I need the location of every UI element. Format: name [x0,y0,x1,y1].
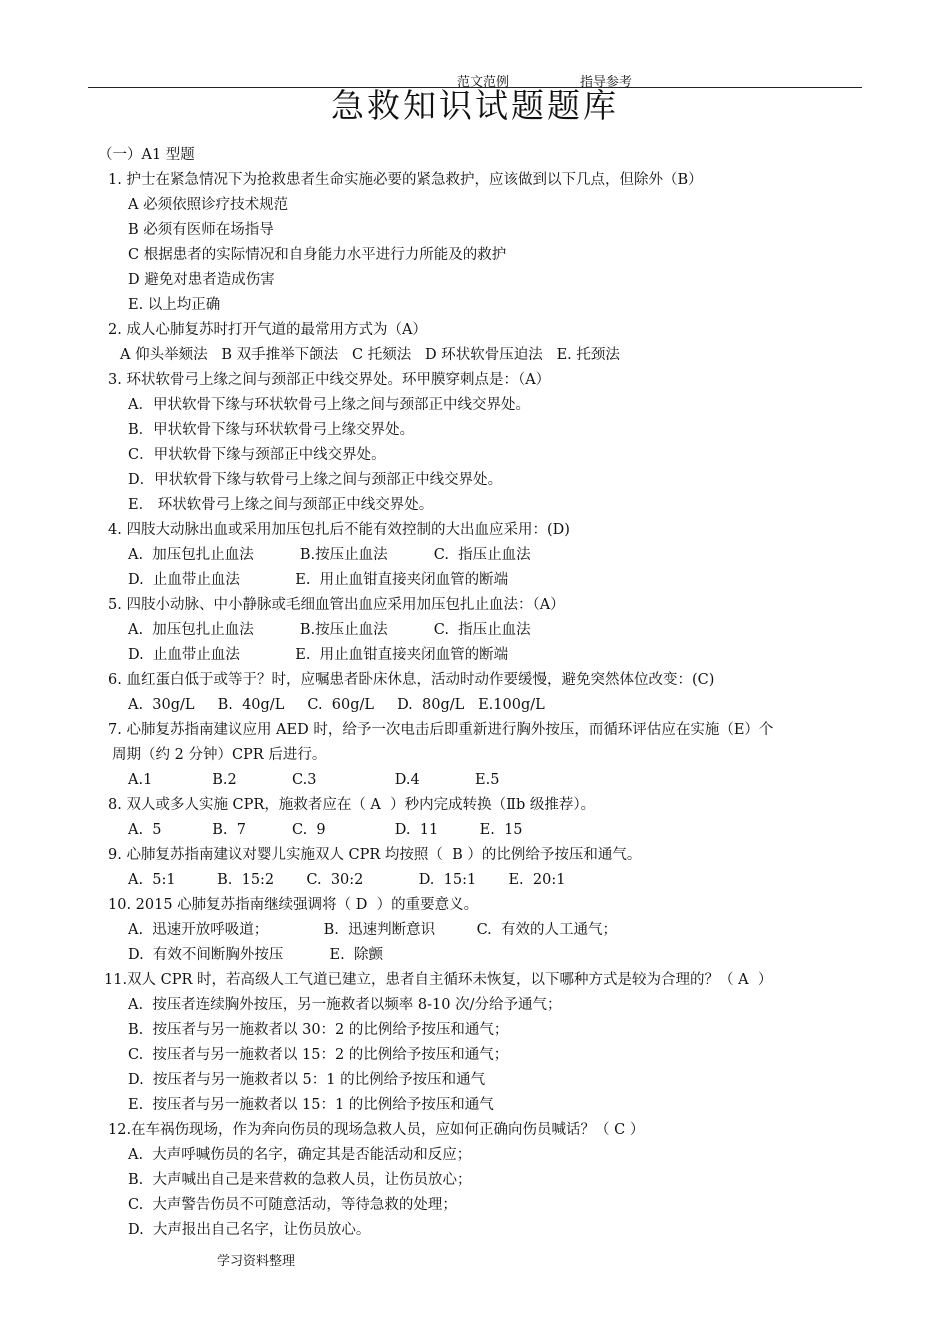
text-line: A. 加压包扎止血法 B.按压止血法 C. 指压止血法 [128,547,531,563]
text-line: D. 按压者与另一施救者以 5：1 的比例给予按压和通气 [128,1072,486,1088]
text-line: 12.在车祸伤现场，作为奔向伤员的现场急救人员，应如何正确向伤员喊话？（ C ） [108,1122,645,1138]
text-line: 6. 血红蛋白低于或等于？时，应嘱患者卧床休息，活动时动作要缓慢，避免突然体位改变：(C) [108,672,715,688]
text-line: C．甲状软骨下缘与颈部正中线交界处。 [128,447,386,463]
text-line: 11.双人 CPR 时，若高级人工气道已建立，患者自主循环未恢复，以下哪种方式是较为合理的？（ A ） [104,972,773,988]
text-line: B 必须有医师在场指导 [128,222,274,238]
text-line: 7. 心肺复苏指南建议应用 AED 时，给予一次电击后即重新进行胸外按压，而循环评估应在实施（E）个 [108,722,774,738]
text-line: 周期（约 2 分钟）CPR 后进行。 [112,747,327,763]
text-line: 1. 护士在紧急情况下为抢救患者生命实施必要的紧急救护，应该做到以下几点，但除外（B） [108,172,703,188]
header-left-text: 范文范例 [457,75,510,90]
text-line: A. 5 B. 7 C. 9 D. 11 E. 15 [128,822,523,838]
text-line: A 仰头举颏法 B 双手推举下颌法 C 托颏法 D 环状软骨压迫法 E. 托颈法 [120,347,620,363]
text-line: D. 止血带止血法 E. 用止血钳直接夹闭血管的断端 [128,647,509,663]
text-line: 2. 成人心肺复苏时打开气道的最常用方式为（A） [108,322,427,338]
text-line: C. 按压者与另一施救者以 15：2 的比例给予按压和通气； [128,1047,509,1063]
text-line: 3. 环状软骨弓上缘之间与颈部正中线交界处。环甲膜穿刺点是：（A） [108,372,551,388]
header-right-text: 指导参考 [580,75,633,90]
text-line: A. 5:1 B. 15:2 C. 30:2 D. 15:1 E. 20:1 [128,872,566,888]
text-line: A. 迅速开放呼吸道； B. 迅速判断意识 C. 有效的人工通气； [128,922,617,938]
text-line: 5. 四肢小动脉、中小静脉或毛细血管出血应采用加压包扎止血法：（A） [108,597,565,613]
text-line: D. 止血带止血法 E. 用止血钳直接夹闭血管的断端 [128,572,509,588]
text-line: A．甲状软骨下缘与环状软骨弓上缘之间与颈部正中线交界处。 [128,397,530,413]
document-title: 急救知识试题题库 [331,86,619,125]
text-line: C 根据患者的实际情况和自身能力水平进行力所能及的救护 [128,247,507,263]
text-line: 9. 心肺复苏指南建议对婴儿实施双人 CPR 均按照（ B ）的比例给予按压和通气。 [108,847,642,863]
text-line: B. 按压者与另一施救者以 30：2 的比例给予按压和通气； [128,1022,509,1038]
footer-text: 学习资料整理 [217,1254,296,1269]
section-heading: （一）A1 型题 [98,147,195,163]
text-line: B．甲状软骨下缘与环状软骨弓上缘交界处。 [128,422,415,438]
text-line: D. 有效不间断胸外按压 E. 除颤 [128,947,383,963]
text-line: 8. 双人或多人实施 CPR，施救者应在（ A ）秒内完成转换（Ⅱb 级推荐）。 [108,797,596,813]
text-line: A. 大声呼喊伤员的名字，确定其是否能活动和反应； [128,1147,472,1163]
text-line: D. 大声报出自己名字，让伤员放心。 [128,1222,371,1238]
text-line: E. 按压者与另一施救者以 15：1 的比例给予按压和通气 [128,1097,494,1113]
text-line: A 必须依照诊疗技术规范 [128,197,289,213]
text-line: A.1 B.2 C.3 D.4 E.5 [128,772,500,788]
text-line: A. 30g/L B. 40g/L C. 60g/L D. 80g/L E.100g/L [128,697,545,713]
text-line: A. 按压者连续胸外按压，另一施救者以频率 8-10 次/分给予通气； [128,997,562,1013]
text-line: C. 大声警告伤员不可随意活动，等待急救的处理； [128,1197,457,1213]
text-line: 10. 2015 心肺复苏指南继续强调将（ D ）的重要意义。 [108,897,479,913]
text-line: E． 环状软骨弓上缘之间与颈部正中线交界处。 [128,497,434,513]
text-line: A. 加压包扎止血法 B.按压止血法 C. 指压止血法 [128,622,531,638]
text-line: D 避免对患者造成伤害 [128,272,275,288]
text-line: B. 大声喊出自己是来营救的急救人员，让伤员放心； [128,1172,472,1188]
text-line: 4. 四肢大动脉出血或采用加压包扎后不能有效控制的大出血应采用：(D) [108,522,570,538]
text-line: D．甲状软骨下缘与软骨弓上缘之间与颈部正中线交界处。 [128,472,503,488]
text-line: E. 以上均正确 [128,297,221,313]
